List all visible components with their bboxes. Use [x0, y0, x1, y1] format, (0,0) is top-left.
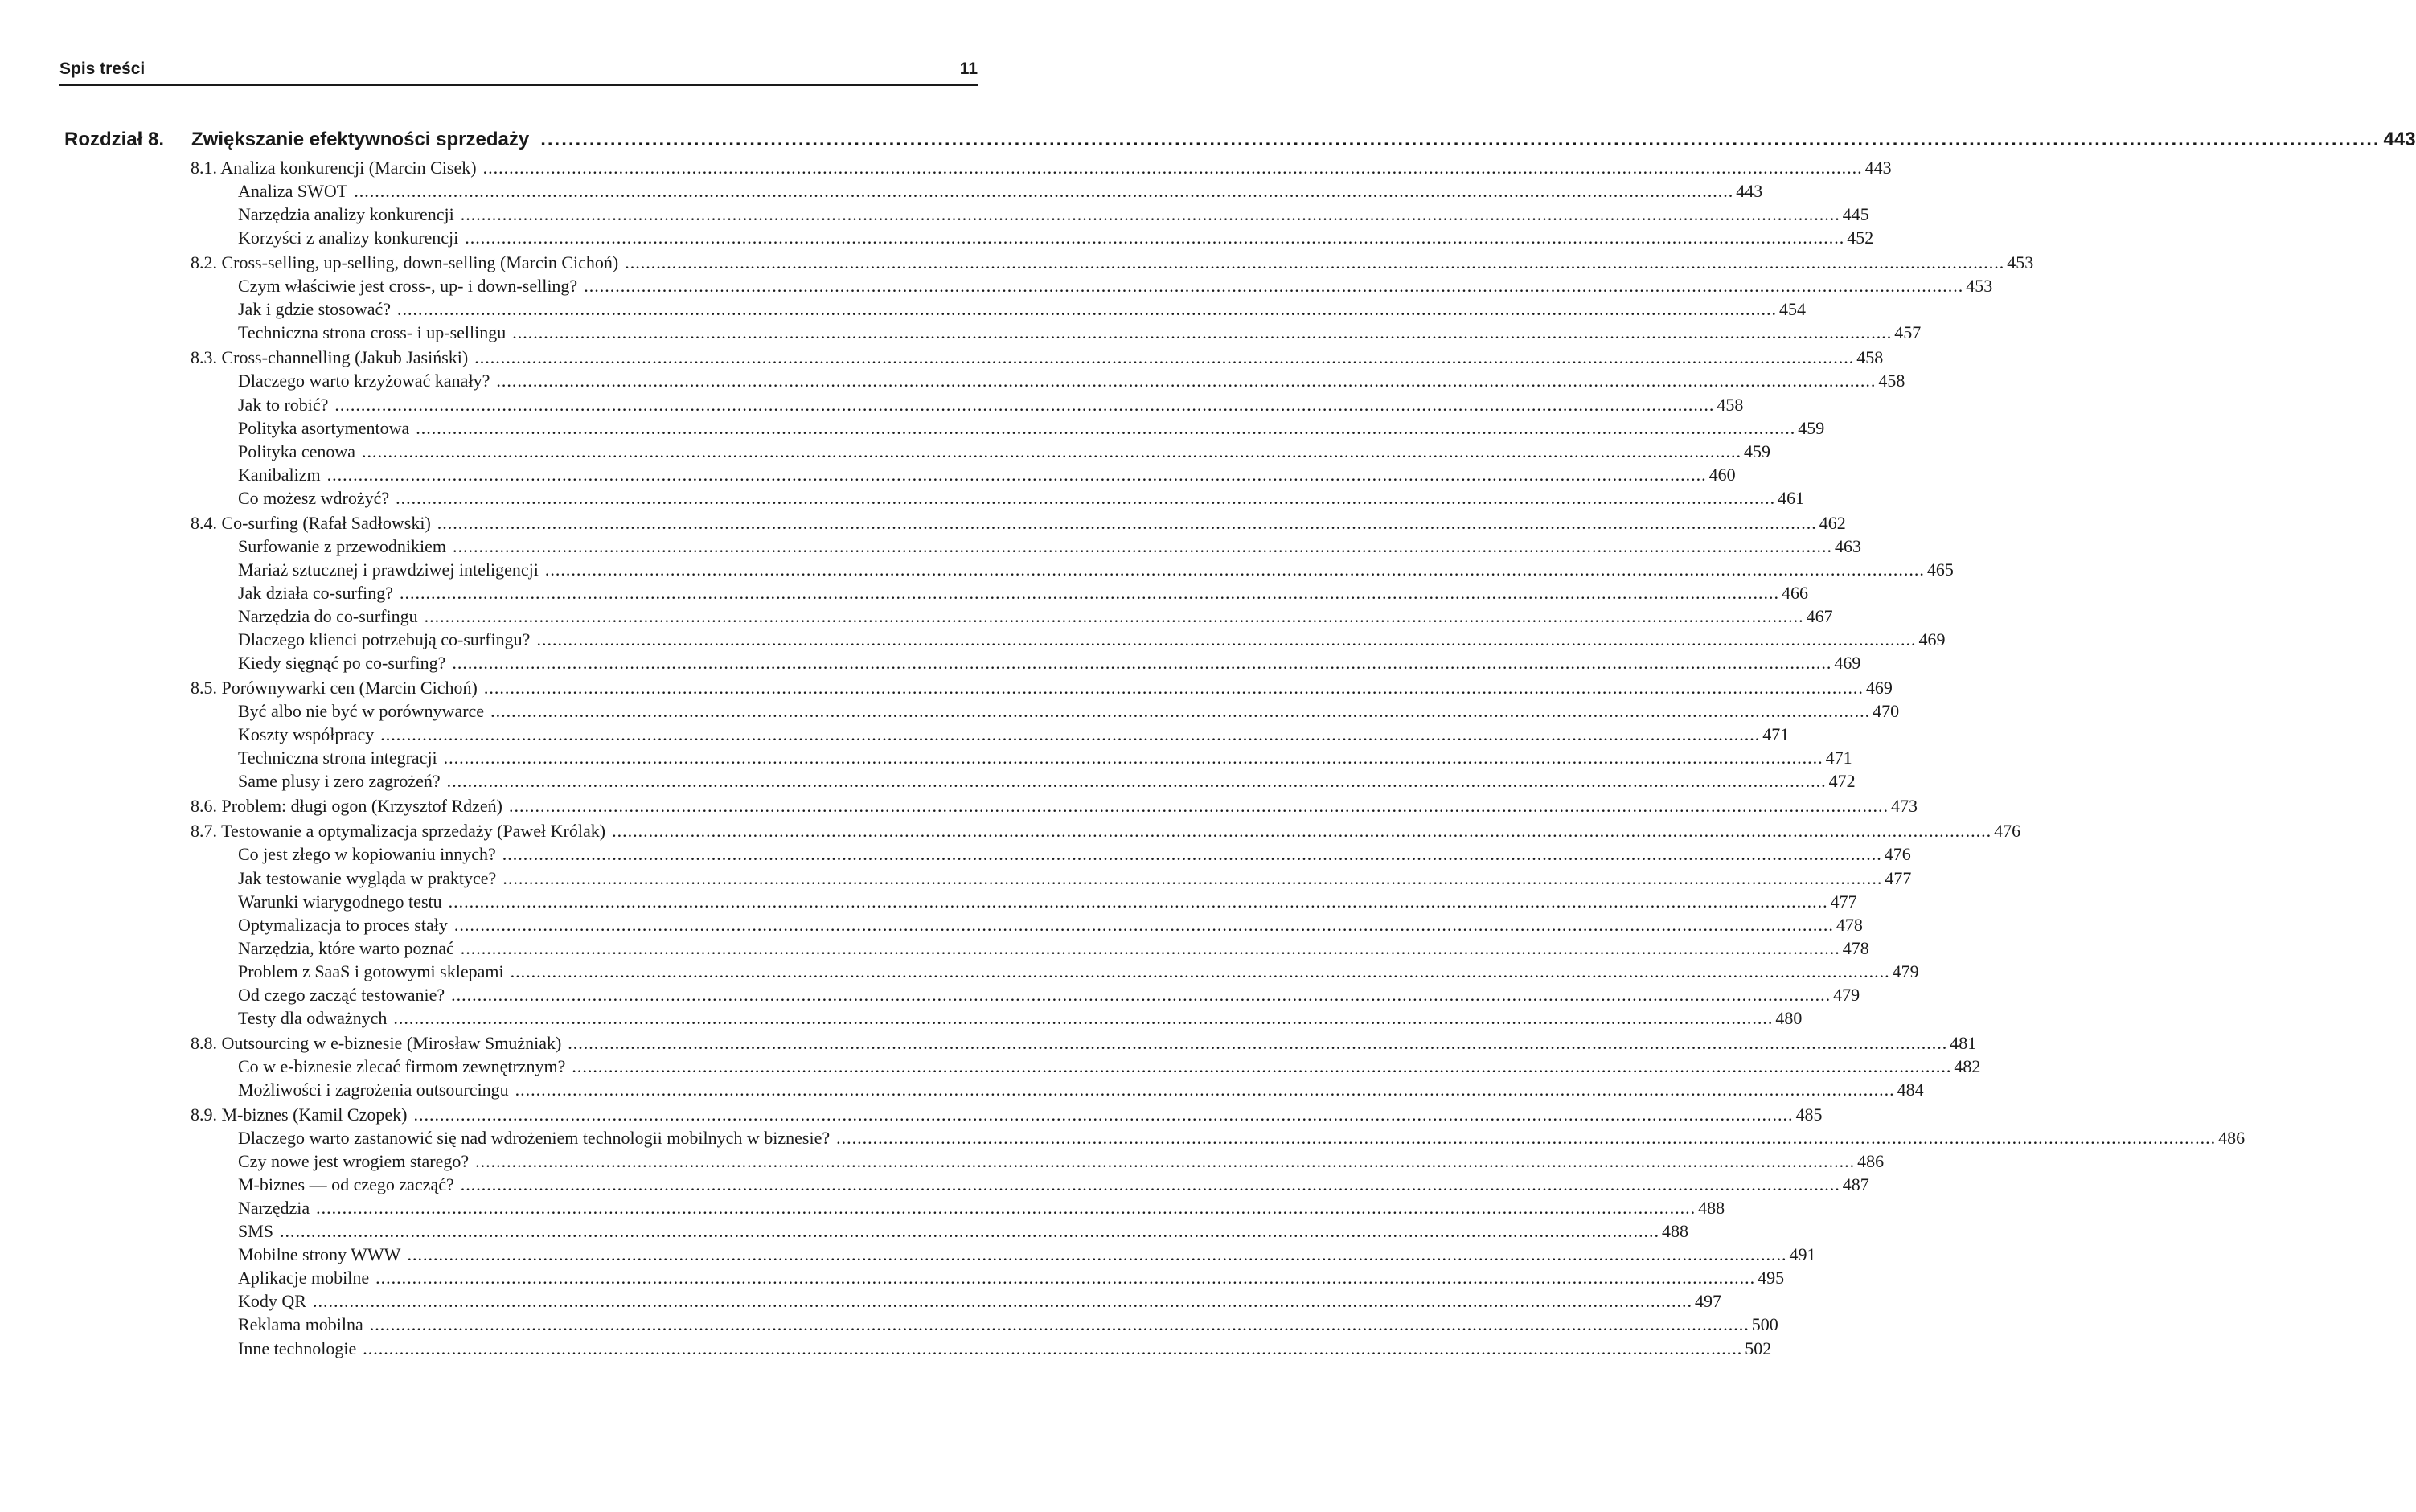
chapter-title-line	[191, 129, 2416, 151]
entry-title: Mariaż sztucznej i prawdziwej inteligencji	[238, 559, 539, 580]
entry-page-number: 471	[1825, 748, 1852, 768]
leader-dots: ........................................................................................................................................................................................................................................................................	[502, 844, 1882, 865]
entry-title: 8.5. Porównywarki cen (Marcin Cichoń)	[191, 678, 478, 699]
entry-title: Kanibalizm	[238, 464, 321, 485]
entry-title: 8.3. Cross-channelling (Jakub Jasiński)	[191, 347, 469, 368]
toc-subsection-entry	[238, 843, 1911, 866]
toc-subsection-entry	[238, 227, 1874, 249]
toc-subsection-entry	[238, 629, 1946, 651]
entry-title: Aplikacje mobilne	[238, 1268, 370, 1289]
entry-page-number: 476	[1994, 821, 2021, 842]
chapter-label: Rozdział 8.	[64, 129, 165, 150]
leader-dots: ........................................................................................................................................................................................................................................................................	[452, 653, 1832, 674]
entry-title: Czy nowe jest wrogiem starego?	[238, 1151, 470, 1172]
entry-title: Surfowanie z przewodnikiem	[238, 535, 447, 556]
leader-dots: ........................................................................................................................................................................................................................................................................	[625, 252, 2005, 273]
toc-subsection-entry	[238, 1313, 1778, 1336]
toc-subsection-entry	[238, 535, 1862, 558]
entry-page-number: 459	[1744, 440, 1771, 461]
entry-page-number: 453	[2007, 252, 2034, 273]
entry-title: 8.2. Cross-selling, up-selling, down-selling (Marcin Cichoń)	[191, 252, 619, 273]
running-header	[59, 59, 978, 86]
running-header-title: Spis treści	[59, 59, 146, 78]
entry-title: Problem z SaaS i gotowymi sklepami	[238, 961, 504, 981]
leader-dots: ........................................................................................................................................................................................................................................................................	[544, 559, 1925, 580]
entry-page-number: 471	[1762, 724, 1790, 745]
entry-title: Narzędzia, które warto poznać	[238, 937, 454, 958]
entry-title: Inne technologie	[238, 1338, 357, 1358]
toc-subsection-entry	[238, 867, 1912, 890]
leader-dots: ........................................................................................................................................................................................................................................................................	[510, 961, 1890, 981]
leader-dots: ........................................................................................................................................................................................................................................................................	[280, 1221, 1660, 1242]
leader-dots: ........................................................................................................................................................................................................................................................................	[443, 748, 1823, 768]
leader-dots: ........................................................................................................................................................................................................................................................................	[572, 1055, 1952, 1076]
toc-section-entry	[191, 1032, 1977, 1055]
entry-page-number: 502	[1745, 1338, 1772, 1358]
entry-title: 8.9. M-biznes (Kamil Czopek)	[191, 1104, 408, 1125]
entry-page-number: 486	[2218, 1128, 2246, 1149]
entry-page-number: 454	[1779, 299, 1806, 320]
toc-section-entry	[191, 346, 1884, 369]
leader-dots: ........................................................................................................................................................................................................................................................................	[568, 1032, 1948, 1053]
leader-dots: ........................................................................................................................................................................................................................................................................	[448, 891, 1828, 912]
toc-subsection-entry	[238, 984, 1860, 1006]
leader-dots: ........................................................................................................................................................................................................................................................................	[509, 796, 1889, 817]
toc-subsection-entry	[238, 1290, 1721, 1313]
entry-page-number: 458	[1878, 371, 1905, 391]
leader-dots: ........................................................................................................................................................................................................................................................................	[416, 417, 1796, 438]
leader-dots: ........................................................................................................................................................................................................................................................................	[475, 1151, 1856, 1172]
toc-subsection-entry	[238, 770, 1856, 793]
leader-dots: ........................................................................................................................................................................................................................................................................	[584, 276, 1964, 297]
entry-page-number: 478	[1836, 914, 1863, 935]
entry-page-number: 477	[1885, 867, 1912, 888]
entry-page-number: 461	[1778, 487, 1805, 508]
leader-dots: ........................................................................................................................................................................................................................................................................	[474, 347, 1855, 368]
entry-page-number: 486	[1857, 1151, 1885, 1172]
toc-section-entry	[191, 157, 1892, 179]
leader-dots: ........................................................................................................................................................................................................................................................................	[363, 1338, 1743, 1358]
leader-dots: ........................................................................................................................................................................................................................................................................	[460, 204, 1840, 225]
entry-page-number: 479	[1833, 984, 1860, 1005]
toc-subsection-entry	[238, 180, 1763, 203]
leader-dots: ........................................................................................................................................................................................................................................................................	[312, 1291, 1692, 1312]
entry-page-number: 477	[1830, 891, 1857, 912]
leader-dots: ........................................................................................................................................................................................................................................................................	[400, 582, 1780, 603]
leader-dots: ........................................................................................................................................................................................................................................................................	[397, 299, 1777, 320]
toc-subsection-entry	[238, 417, 1825, 440]
entry-title: Co w e-biznesie zlecać firmom zewnętrznym?	[238, 1055, 566, 1076]
toc-section-entry	[191, 677, 1893, 699]
entry-title: Możliwości i zagrożenia outsourcingu	[238, 1079, 509, 1100]
entry-title: Techniczna strona integracji	[238, 748, 437, 768]
leader-dots: ........................................................................................................................................................................................................................................................................	[424, 605, 1804, 626]
entry-title: Polityka asortymentowa	[238, 417, 410, 438]
entry-page-number: 479	[1892, 961, 1919, 981]
entry-page-number: 500	[1751, 1314, 1778, 1335]
entry-page-number: 472	[1828, 771, 1856, 792]
entry-title: Kiedy sięgnąć po co-surfing?	[238, 653, 446, 674]
leader-dots: ........................................................................................................................................................................................................................................................................	[413, 1104, 1794, 1125]
entry-page-number: 462	[1819, 512, 1846, 533]
toc-subsection-entry	[238, 1174, 1869, 1196]
entry-title: Narzędzia analizy konkurencji	[238, 204, 454, 225]
chapter-page-number: 443	[2383, 129, 2416, 150]
leader-dots: ........................................................................................................................................................................................................................................................................	[453, 535, 1833, 556]
toc-section-entry	[191, 1104, 1823, 1126]
entry-title: Reklama mobilna	[238, 1314, 363, 1335]
running-header-page-number: 11	[959, 59, 978, 78]
leader-dots: ........................................................................................................................................................................................................................................................................	[380, 724, 1761, 745]
entry-page-number: 463	[1835, 535, 1862, 556]
entry-page-number: 452	[1847, 227, 1874, 248]
leader-dots: ........................................................................................................................................................................................................................................................................	[369, 1314, 1749, 1335]
entry-page-number: 457	[1894, 322, 1922, 343]
entry-title: M-biznes — od czego zacząć?	[238, 1174, 454, 1195]
toc-subsection-entry	[238, 937, 1869, 960]
entry-page-number: 495	[1758, 1268, 1785, 1289]
toc-subsection-entry	[238, 700, 1900, 723]
entry-page-number: 491	[1789, 1244, 1816, 1265]
entry-title: Analiza SWOT	[238, 181, 348, 202]
toc-subsection-entry	[238, 961, 1919, 983]
toc-subsection-entry	[238, 370, 1905, 392]
leader-dots: ........................................................................................................................................................................................................................................................................	[540, 129, 2381, 150]
leader-dots: ........................................................................................................................................................................................................................................................................	[393, 1007, 1774, 1028]
entry-page-number: 443	[1736, 181, 1763, 202]
leader-dots: ........................................................................................................................................................................................................................................................................	[515, 1079, 1895, 1100]
toc-subsection-entry	[238, 298, 1806, 321]
entry-title: Dlaczego warto zastanowić się nad wdrożeniem technologii mobilnych w biznesie?	[238, 1128, 831, 1149]
entry-page-number: 458	[1856, 347, 1884, 368]
entry-title: 8.4. Co-surfing (Rafał Sadłowski)	[191, 512, 431, 533]
entry-title: Czym właściwie jest cross-, up- i down-selling?	[238, 276, 578, 297]
entry-page-number: 467	[1806, 605, 1833, 626]
toc-subsection-entry	[238, 394, 1744, 416]
entry-page-number: 445	[1842, 204, 1869, 225]
entry-page-number: 497	[1694, 1291, 1721, 1312]
leader-dots: ........................................................................................................................................................................................................................................................................	[490, 701, 1871, 722]
leader-dots: ........................................................................................................................................................................................................................................................................	[512, 322, 1893, 343]
toc-subsection-entry	[238, 582, 1809, 604]
entry-title: Testy dla odważnych	[238, 1007, 388, 1028]
entry-title: 8.6. Problem: długi ogon (Krzysztof Rdzeń)	[191, 796, 502, 817]
entry-page-number: 443	[1864, 158, 1892, 178]
toc-subsection-entry	[238, 322, 1922, 344]
entry-title: Kody QR	[238, 1291, 306, 1312]
leader-dots: ........................................................................................................................................................................................................................................................................	[465, 227, 1845, 248]
entry-title: Dlaczego klienci potrzebują co-surfingu?	[238, 629, 531, 649]
entry-page-number: 469	[1918, 629, 1946, 649]
toc-subsection-entry	[238, 1267, 1785, 1289]
toc-subsection-entry	[238, 1055, 1981, 1078]
entry-title: Jak to robić?	[238, 394, 329, 415]
toc-section-entry	[191, 252, 2034, 274]
entry-title: Jak testowanie wygląda w praktyce?	[238, 867, 497, 888]
leader-dots: ........................................................................................................................................................................................................................................................................	[362, 440, 1742, 461]
entry-title: Optymalizacja to proces stały	[238, 914, 448, 935]
toc-subsection-entry	[238, 275, 1993, 297]
leader-dots: ........................................................................................................................................................................................................................................................................	[451, 984, 1831, 1005]
leader-dots: ........................................................................................................................................................................................................................................................................	[375, 1268, 1756, 1289]
toc-subsection-entry	[238, 1244, 1816, 1266]
toc-subsection-entry	[238, 891, 1857, 913]
entry-title: Narzędzia do co-surfingu	[238, 605, 418, 626]
leader-dots: ........................................................................................................................................................................................................................................................................	[496, 371, 1877, 391]
entry-page-number: 480	[1775, 1007, 1803, 1028]
leader-dots: ........................................................................................................................................................................................................................................................................	[460, 937, 1840, 958]
entry-title: Jak i gdzie stosować?	[238, 299, 391, 320]
entry-page-number: 482	[1954, 1055, 1981, 1076]
entry-title: Jak działa co-surfing?	[238, 582, 394, 603]
leader-dots: ........................................................................................................................................................................................................................................................................	[316, 1198, 1696, 1219]
toc-subsection-entry	[238, 1079, 1924, 1101]
leader-dots: ........................................................................................................................................................................................................................................................................	[460, 1174, 1840, 1195]
entry-title: Techniczna strona cross- i up-sellingu	[238, 322, 507, 343]
entry-page-number: 473	[1891, 796, 1918, 817]
chapter-title: Zwiększanie efektywności sprzedaży	[191, 129, 530, 150]
entry-title: 8.7. Testowanie a optymalizacja sprzedaży (Paweł Królak)	[191, 821, 606, 842]
leader-dots: ........................................................................................................................................................................................................................................................................	[536, 629, 1917, 649]
entry-title: Być albo nie być w porównywarce	[238, 701, 485, 722]
toc-subsection-entry	[238, 440, 1771, 463]
entry-title: Polityka cenowa	[238, 440, 356, 461]
toc-subsection-entry	[238, 487, 1805, 510]
entry-title: Od czego zacząć testowanie?	[238, 984, 445, 1005]
entry-title: Koszty współpracy	[238, 724, 375, 745]
toc-section-entry	[191, 820, 2021, 842]
entry-title: Narzędzia	[238, 1198, 310, 1219]
entry-page-number: 487	[1842, 1174, 1869, 1195]
entry-page-number: 478	[1842, 937, 1869, 958]
leader-dots: ........................................................................................................................................................................................................................................................................	[482, 158, 1863, 178]
entry-title: Korzyści z analizy konkurencji	[238, 227, 459, 248]
entry-title: Same plusy i zero zagrożeń?	[238, 771, 441, 792]
toc-subsection-entry	[238, 1197, 1725, 1219]
leader-dots: ........................................................................................................................................................................................................................................................................	[437, 512, 1817, 533]
toc-subsection-entry	[238, 559, 1954, 581]
entry-page-number: 485	[1795, 1104, 1823, 1125]
chapter-heading	[64, 129, 2416, 153]
entry-page-number: 460	[1708, 464, 1736, 485]
entry-page-number: 484	[1897, 1079, 1924, 1100]
toc-subsection-entry	[238, 1338, 1772, 1360]
toc-subsection-entry	[238, 914, 1863, 936]
leader-dots: ........................................................................................................................................................................................................................................................................	[407, 1244, 1787, 1265]
leader-dots: ........................................................................................................................................................................................................................................................................	[326, 464, 1707, 485]
leader-dots: ........................................................................................................................................................................................................................................................................	[502, 867, 1883, 888]
toc-subsection-entry	[238, 1127, 2246, 1149]
leader-dots: ........................................................................................................................................................................................................................................................................	[453, 914, 1834, 935]
entry-page-number: 469	[1834, 653, 1861, 674]
toc-subsection-entry	[238, 723, 1790, 746]
entry-page-number: 470	[1873, 701, 1900, 722]
leader-dots: ........................................................................................................................................................................................................................................................................	[334, 394, 1715, 415]
entry-title: 8.8. Outsourcing w e-biznesie (Mirosław Smużniak)	[191, 1032, 562, 1053]
toc-section-entry	[191, 512, 1846, 535]
entry-title: Mobilne strony WWW	[238, 1244, 401, 1265]
entry-title: 8.1. Analiza konkurencji (Marcin Cisek)	[191, 158, 477, 178]
leader-dots: ........................................................................................................................................................................................................................................................................	[446, 771, 1827, 792]
entry-page-number: 488	[1698, 1198, 1725, 1219]
toc-subsection-entry	[238, 652, 1861, 674]
toc-subsection-entry	[238, 203, 1869, 226]
toc-subsection-entry	[238, 1150, 1885, 1173]
entry-page-number: 465	[1926, 559, 1954, 580]
entry-page-number: 458	[1717, 394, 1744, 415]
leader-dots: ........................................................................................................................................................................................................................................................................	[396, 487, 1776, 508]
entry-title: SMS	[238, 1221, 274, 1242]
entry-page-number: 453	[1966, 276, 1993, 297]
entry-page-number: 481	[1950, 1032, 1977, 1053]
toc-subsection-entry	[238, 1007, 1803, 1030]
entry-title: Warunki wiarygodnego testu	[238, 891, 442, 912]
entry-page-number: 488	[1662, 1221, 1689, 1242]
entry-page-number: 476	[1884, 844, 1911, 865]
toc-subsection-entry	[238, 464, 1736, 486]
entry-page-number: 459	[1798, 417, 1825, 438]
leader-dots: ........................................................................................................................................................................................................................................................................	[612, 821, 1992, 842]
toc-subsection-entry	[238, 747, 1852, 769]
leader-dots: ........................................................................................................................................................................................................................................................................	[836, 1128, 2217, 1149]
entry-page-number: 466	[1782, 582, 1809, 603]
toc-subsection-entry	[238, 605, 1833, 628]
entry-title: Co możesz wdrożyć?	[238, 487, 390, 508]
entry-title: Dlaczego warto krzyżować kanały?	[238, 371, 490, 391]
leader-dots: ........................................................................................................................................................................................................................................................................	[354, 181, 1734, 202]
entry-page-number: 469	[1865, 678, 1893, 699]
entry-title: Co jest złego w kopiowaniu innych?	[238, 844, 496, 865]
leader-dots: ........................................................................................................................................................................................................................................................................	[483, 678, 1864, 699]
toc-section-entry	[191, 795, 1918, 817]
toc-subsection-entry	[238, 1220, 1689, 1243]
